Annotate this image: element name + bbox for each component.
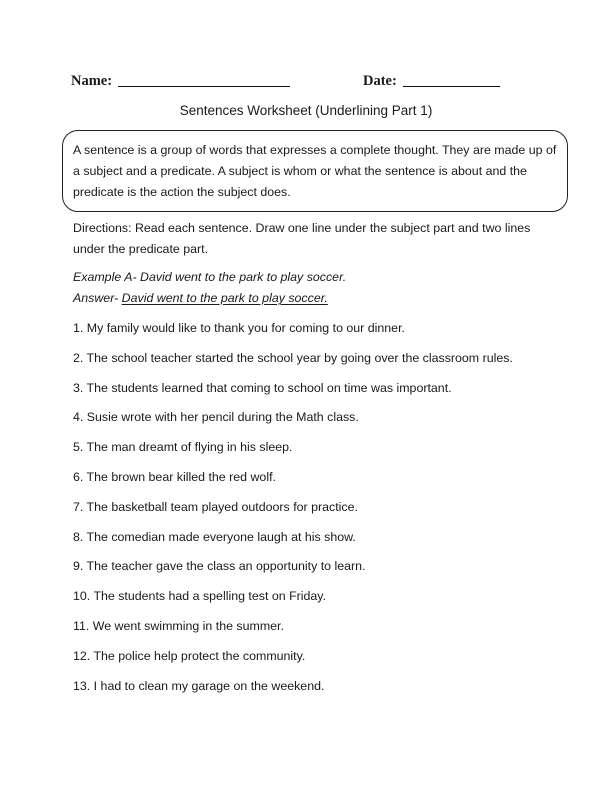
sentence-item[interactable]: 3. The students learned that coming to school on time was important. xyxy=(73,380,452,395)
sentence-item[interactable]: 4. Susie wrote with her pencil during the Math class. xyxy=(73,410,359,425)
date-field xyxy=(363,72,500,90)
sentence-item[interactable]: 9. The teacher gave the class an opportunity to learn. xyxy=(73,559,366,574)
directions-text: Directions: Read each sentence. Draw one line under the subject part and two lines under the predicate part. xyxy=(73,221,531,256)
sentence-item[interactable]: 6. The brown bear killed the red wolf. xyxy=(73,469,276,484)
answer-text: David went to the park to play soccer. xyxy=(121,291,328,305)
name-field xyxy=(71,72,290,90)
sentence-item[interactable]: 11. We went swimming in the summer. xyxy=(73,618,284,633)
worksheet-title: Sentences Worksheet (Underlining Part 1) xyxy=(179,103,433,118)
example-line: Example A- David went to the park to play soccer. xyxy=(73,270,347,284)
date-label: Date: xyxy=(363,73,397,89)
answer-label: Answer- xyxy=(73,291,119,305)
example-block xyxy=(73,267,543,309)
sentence-item[interactable]: 2. The school teacher started the school year by going over the classroom rules. xyxy=(73,350,513,365)
sentence-item[interactable]: 12. The police help protect the community. xyxy=(73,648,306,663)
date-blank-line[interactable] xyxy=(403,72,500,87)
sentence-item[interactable]: 8. The comedian made everyone laugh at his show. xyxy=(73,529,356,544)
example-answer xyxy=(73,288,543,309)
sentence-item[interactable]: 10. The students had a spelling test on Friday. xyxy=(73,589,327,604)
sentence-item[interactable]: 13. I had to clean my garage on the weekend. xyxy=(73,678,325,693)
definition-box xyxy=(62,130,568,212)
name-blank-line[interactable] xyxy=(118,72,290,87)
sentence-item[interactable]: 5. The man dreamt of flying in his sleep. xyxy=(73,440,293,455)
sentence-item[interactable]: 7. The basketball team played outdoors for practice. xyxy=(73,499,358,514)
sentence-list xyxy=(73,318,513,705)
name-label: Name: xyxy=(71,73,113,89)
definition-text: A sentence is a group of words that expresses a complete thought. They are made up of a subject and a predicate. A subject is whom or what the sentence is about and the predicate is the action the subject does. xyxy=(73,143,557,199)
sentence-item[interactable]: 1. My family would like to thank you for coming to our dinner. xyxy=(73,321,405,335)
